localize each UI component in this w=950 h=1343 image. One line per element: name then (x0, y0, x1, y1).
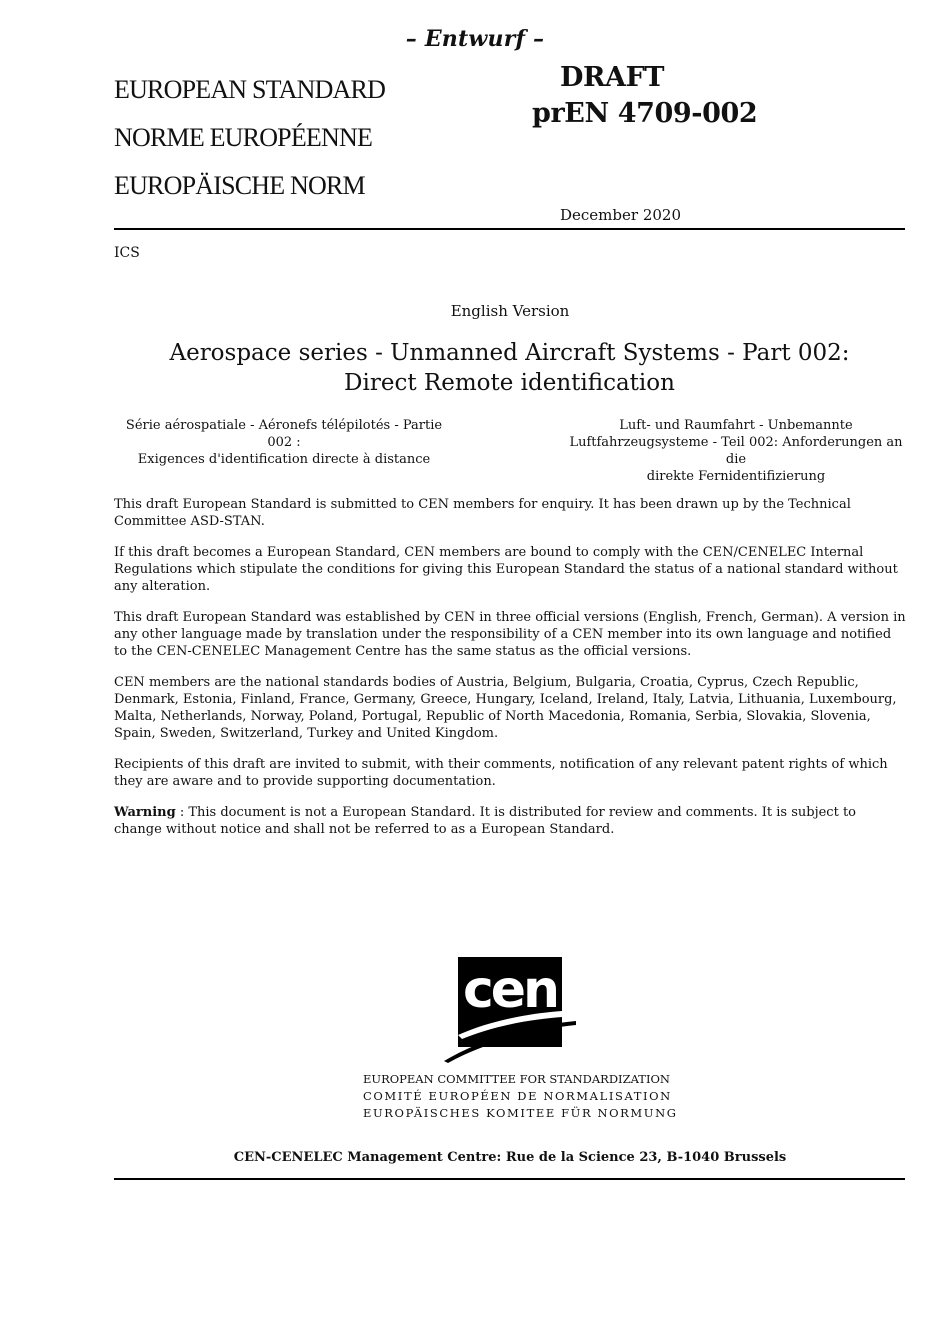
paragraph-versions: This draft European Standard was established by CEN in three official versions (English, French, German). A version in any other language made by translation under the responsibility of a CEN member into its own language and notified to the CEN-CENELEC Management Centre has the same status as the official versions. (114, 610, 906, 659)
paragraph-patents: Recipients of this draft are invited to submit, with their comments, notification of any relevant patent rights of which they are aware and to provide supporting documentation. (114, 757, 888, 789)
french-title-line-2: Exigences d'identification directe à distance (137, 452, 431, 467)
standard-name-french: NORME EUROPÉENNE (114, 123, 373, 152)
paragraph-compliance: If this draft becomes a European Standard, CEN members are bound to comply with the CEN/CENELEC Internal Regulations which stipulate the conditions for giving this European Standard the status of a national standard without any alteration. (114, 545, 898, 594)
warning-label: Warning (114, 805, 176, 820)
draft-label: DRAFT (560, 62, 665, 93)
org-name-french: COMITÉ EUROPÉEN DE NORMALISATION (363, 1089, 672, 1103)
german-title (566, 417, 906, 485)
german-title-line-3: direkte Fernidentifizierung (646, 469, 826, 484)
standard-number: prEN 4709-002 (532, 98, 758, 129)
cen-logo-text: cen (462, 960, 558, 1020)
warning-text: : This document is not a European Standard. It is distributed for review and comments. It is subject to change without notice and shall not be referred to as a European Standard. (114, 805, 856, 837)
french-title-line-1: Série aérospatiale - Aéronefs télépilotés - Partie 002 : (125, 418, 443, 450)
ics-label: ICS (114, 245, 140, 261)
paragraph-members: CEN members are the national standards bodies of Austria, Belgium, Bulgaria, Croatia, Cyprus, Czech Republic, Denmark, Estonia, Finland, France, Germany, Greece, Hungary, Iceland, Ireland, Italy, Latvia, Lithuania, Luxembourg, Malta, Netherlands, Norway, Poland, Portugal, Republic of North Macedonia, Romania, Serbia, Slovakia, Slovenia, Spain, Sweden, Switzerland, Turkey and United Kingdom. (114, 675, 897, 741)
title-line-2: Direct Remote identification (344, 370, 675, 396)
paragraph-warning (114, 804, 906, 838)
publication-date: December 2020 (560, 206, 681, 224)
cen-logo-icon (444, 957, 578, 1063)
french-title (114, 417, 454, 468)
body-text (114, 496, 906, 852)
german-title-line-1: Luft- und Raumfahrt - Unbemannte (619, 418, 853, 433)
standard-names (114, 66, 385, 210)
management-centre-address: CEN-CENELEC Management Centre: Rue de la Science 23, B-1040 Brussels (233, 1150, 787, 1165)
standard-name-german: EUROPÄISCHE NORM (114, 171, 365, 200)
draft-block (532, 60, 757, 132)
title-line-1: Aerospace series - Unmanned Aircraft Systems - Part 002: (169, 340, 850, 366)
paragraph-enquiry: This draft European Standard is submitted to CEN members for enquiry. It has been drawn up by the Technical Committee ASD-STAN. (114, 497, 851, 529)
draft-marker: – Entwurf – (405, 26, 545, 52)
cen-organization-names (363, 1071, 678, 1122)
standard-name-english: EUROPEAN STANDARD (114, 75, 386, 104)
document-title (114, 338, 905, 398)
version-label: English Version (450, 302, 570, 320)
org-name-english: EUROPEAN COMMITTEE FOR STANDARDIZATION (363, 1072, 670, 1086)
header-divider (114, 228, 905, 230)
org-name-german: EUROPÄISCHES KOMITEE FÜR NORMUNG (363, 1106, 678, 1120)
german-title-line-2: Luftfahrzeugsysteme - Teil 002: Anforderungen an die (569, 435, 903, 467)
footer-divider (114, 1178, 905, 1180)
